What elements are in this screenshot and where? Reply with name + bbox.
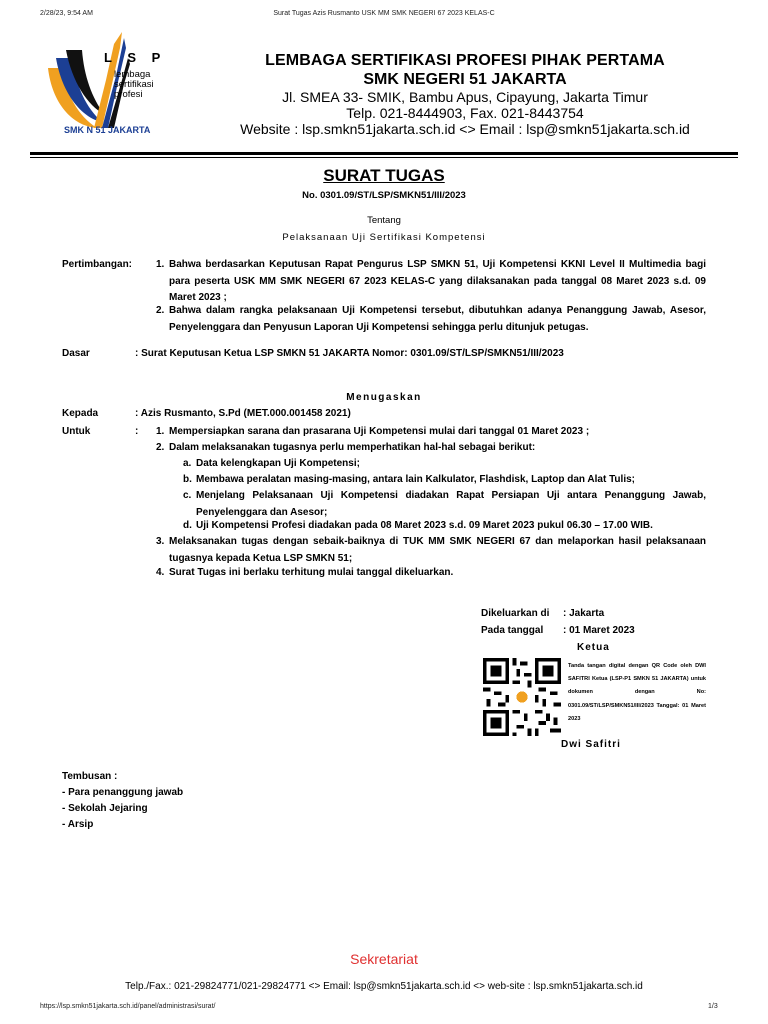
- org-web: Website : lsp.smkn51jakarta.sch.id <> Email : lsp@smkn51jakarta.sch.id: [240, 121, 690, 137]
- logo-line1: lembaga: [114, 69, 151, 80]
- lsp-logo: [42, 28, 192, 138]
- untuk-label: Untuk: [62, 426, 91, 437]
- position-label: Ketua: [577, 642, 610, 653]
- dasar-text: : Surat Keputusan Ketua LSP SMKN 51 JAKARTA Nomor: 0301.09/ST/LSP/SMKN51/III/2023: [135, 348, 564, 359]
- kepada-text: : Azis Rusmanto, S.Pd (MET.000.001458 2021): [135, 408, 351, 419]
- sub-item-b: Membawa peralatan masing-masing, antara lain Kalkulator, Flashdisk, Laptop dan Alat Tulis;: [196, 474, 635, 485]
- untuk-item-1: Mempersiapkan sarana dan prasarana Uji Kompetensi mulai dari tanggal 01 Maret 2023 ;: [169, 426, 590, 437]
- logo-subtext: [114, 70, 154, 100]
- tembusan-item-3: - Arsip: [62, 819, 94, 830]
- untuk-item-4: Surat Tugas ini berlaku terhitung mulai tanggal dikeluarkan.: [169, 567, 454, 578]
- kepada-label: Kepada: [62, 408, 99, 419]
- date-label: Pada tanggal: [481, 625, 544, 636]
- dasar-label: Dasar: [62, 348, 90, 359]
- header-rule-thin: [30, 157, 738, 158]
- sub-item-d: Uji Kompetensi Profesi diadakan pada 08 Maret 2023 s.d. 09 Maret 2023 pukul 06.30 – 17.00 WIB.: [196, 520, 653, 531]
- footer-department: Sekretariat: [350, 951, 418, 967]
- org-address: Jl. SMEA 33- SMIK, Bambu Apus, Cipayung, Jakarta Timur: [282, 89, 648, 105]
- untuk-num-2: 2.: [156, 442, 165, 453]
- tembusan-item-2: - Sekolah Jejaring: [62, 803, 148, 814]
- letter-perihal: Pelaksanaan Uji Sertifikasi Kompetensi: [282, 232, 486, 243]
- letter-title: SURAT TUGAS: [323, 166, 445, 185]
- untuk-num-3: 3.: [156, 536, 165, 547]
- signer-name: Dwi Safitri: [561, 739, 621, 750]
- qr-signature-text: Tanda tangan digital dengan QR Code oleh DWI SAFITRI Ketua (LSP-P1 SMKN 51 JAKARTA) untuk dokumen dengan No: 0301.09/ST/LSP/SMKN51/III/2023 Tanggal: 01 Maret 2023: [568, 663, 706, 722]
- print-page-number: 1/3: [708, 1003, 718, 1010]
- logo-line2: sertifikasi: [114, 79, 154, 90]
- org-phone: Telp. 021-8444903, Fax. 021-8443754: [346, 105, 584, 121]
- pertimbangan-item-2: Bahwa dalam rangka pelaksanaan Uji Kompetensi tersebut, dibutuhkan adanya Penanggung Jawab, Asesor, Penyelenggara dan Penyusun Laporan Uji Kompetensi sehingga perlu ditunjuk petugas.: [169, 305, 706, 333]
- org-name-2: SMK NEGERI 51 JAKARTA: [363, 71, 567, 88]
- pertimbangan-num-2: 2.: [156, 305, 165, 316]
- issued-value: : Jakarta: [563, 608, 605, 619]
- footer-contact: Telp./Fax.: 021-29824771/021-29824771 <> Email: lsp@smkn51jakarta.sch.id <> web-site : lsp.smkn51jakarta.sch.id: [125, 981, 643, 992]
- untuk-item-3: Melaksanakan tugas dengan sebaik-baiknya di TUK MM SMK NEGERI 67 dan melaporkan hasil pelaksanaan tugasnya kepada Ketua LSP SMKN 51;: [169, 536, 706, 564]
- qr-code-icon: [483, 658, 561, 736]
- sub-num-d: d.: [183, 520, 192, 531]
- header-rule-thick: [30, 152, 738, 155]
- sub-num-c: c.: [183, 490, 192, 501]
- tembusan-item-1: - Para penanggung jawab: [62, 787, 184, 798]
- issued-label: Dikeluarkan di: [481, 608, 550, 619]
- untuk-item-2: Dalam melaksanakan tugasnya perlu memperhatikan hal-hal sebagai berikut:: [169, 442, 536, 453]
- menugaskan-heading: Menugaskan: [346, 392, 422, 403]
- print-datetime: 2/28/23, 9:54 AM: [40, 10, 93, 17]
- logo-lsp-text: L S P: [104, 50, 167, 65]
- pertimbangan-item-1: Bahwa berdasarkan Keputusan Rapat Pengurus LSP SMKN 51, Uji Kompetensi KKNI Level II Multimedia bagi para peserta USK MM SMK NEGERI 67 2023 KELAS-C yang dilaksanakan pada tanggal 08 Maret 2023 s.d. 09 Maret 2023 ;: [169, 259, 706, 303]
- sub-num-a: a.: [183, 458, 192, 469]
- untuk-num-1: 1.: [156, 426, 165, 437]
- untuk-colon: :: [135, 426, 139, 437]
- print-url: https://lsp.smkn51jakarta.sch.id/panel/administrasi/surat/: [40, 1003, 216, 1010]
- logo-line3: profesi: [114, 89, 143, 100]
- pertimbangan-num-1: 1.: [156, 259, 165, 270]
- untuk-num-4: 4.: [156, 567, 165, 578]
- tembusan-label: Tembusan :: [62, 771, 118, 782]
- print-doc-title: Surat Tugas Azis Rusmanto USK MM SMK NEGERI 67 2023 KELAS-C: [273, 10, 495, 17]
- letter-number: No. 0301.09/ST/LSP/SMKN51/III/2023: [302, 190, 466, 201]
- sub-num-b: b.: [183, 474, 192, 485]
- letter-tentang: Tentang: [367, 215, 401, 226]
- logo-school: SMK N 51 JAKARTA: [64, 125, 151, 135]
- org-name-1: LEMBAGA SERTIFIKASI PROFESI PIHAK PERTAMA: [265, 52, 665, 69]
- pertimbangan-label: Pertimbangan:: [62, 259, 133, 270]
- date-value: : 01 Maret 2023: [563, 625, 635, 636]
- sub-item-c: Menjelang Pelaksanaan Uji Kompetensi diadakan Rapat Persiapan Uji antara Penanggung Jawab, Penyelenggara dan Asesor;: [196, 490, 706, 518]
- sub-item-a: Data kelengkapan Uji Kompetensi;: [196, 458, 360, 469]
